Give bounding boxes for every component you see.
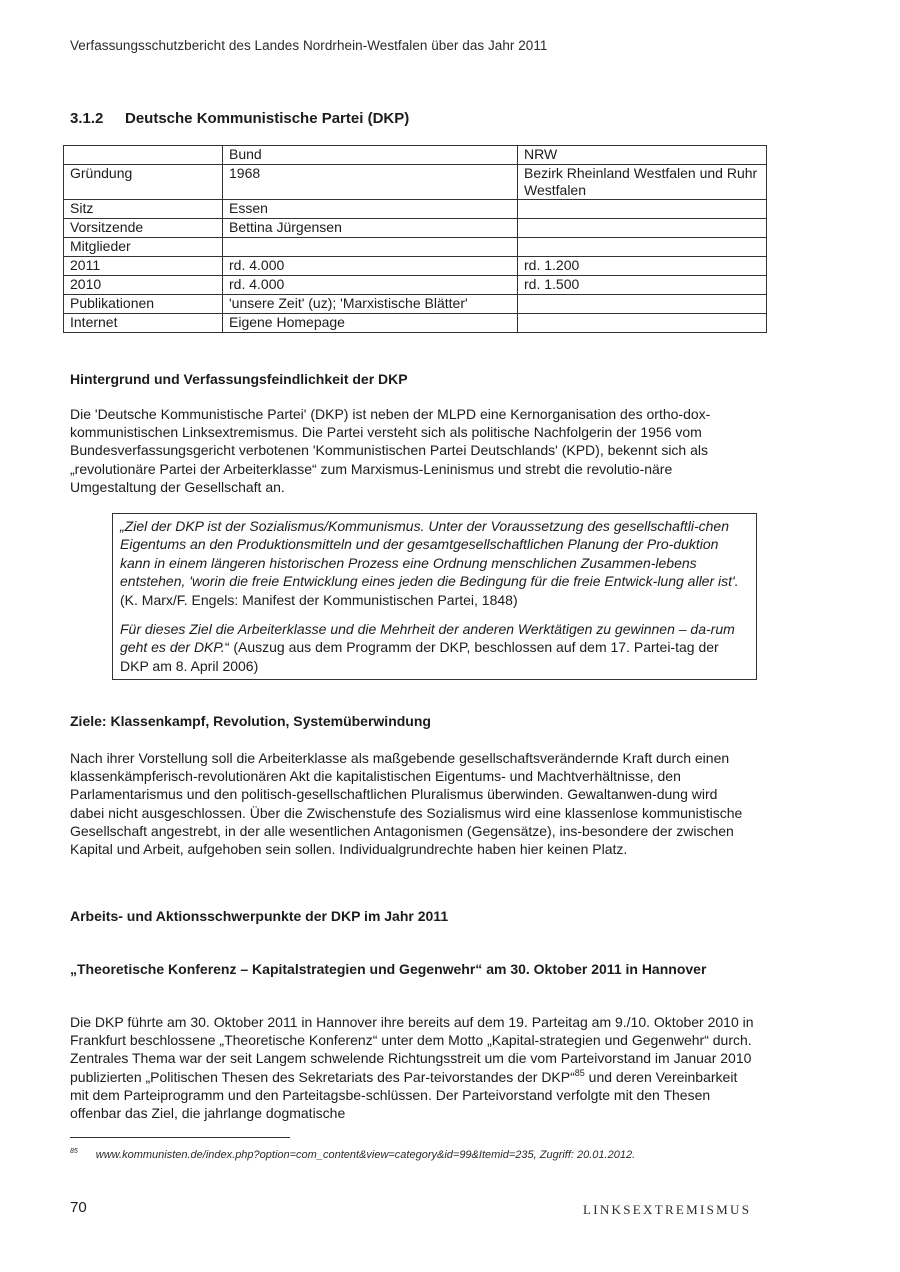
conference-heading: „Theoretische Konferenz – Kapitalstrategien und Gegenwehr“ am 30. Oktober 2011 in Hannover [70,961,707,977]
table-cell: Bund [223,146,518,165]
background-paragraph: Die 'Deutsche Kommunistische Partei' (DKP) ist neben der MLPD eine Kernorganisation des ortho-dox-kommunistischen Linksextremismus. Die Partei versteht sich als politische Nachfolgerin der 1956 vom Bundesverfassungsgericht verbotenen 'Kommunistischen Partei Deutschlands' (KPD), bekennt sich als „revolutionäre Partei der Arbeiterklasse“ zum Marxismus-Leninismus und strebt die revolutio-näre Umgestaltung der Gesellschaft an. [70,406,711,495]
table-row [64,146,767,165]
goals-paragraph: Nach ihrer Vorstellung soll die Arbeiterklasse als maßgebende gesellschaftsverändernde Kraft durch einen klassenkämpferisch-revolutionären Akt die kapitalistischen Eigentums- und Machtverhältnisse, den Parlamentarismus und den politisch-gesellschaftlichen Pluralismus überwinden. Gewaltanwen-dung wird dabei nicht ausgeschlossen. Über die Zwischenstufe des Sozialismus wird eine klassenlose kommunistische Gesellschaft angestrebt, in der alle wesentlichen Antagonismen (Gegensätze), ins-besondere der zwischen Kapital und Arbeit, aufgehoben sein sollen. Individualgrundrechte haben hier keinen Platz. [70,750,743,858]
section-number: 3.1.2 [70,110,104,127]
section-title: Deutsche Kommunistische Partei (DKP) [125,110,410,127]
table-row [64,257,767,276]
table-cell: Bettina Jürgensen [223,219,518,238]
table-cell: 'unsere Zeit' (uz); 'Marxistische Blätter' [223,295,518,314]
table-row [64,238,767,257]
section-heading [70,110,409,127]
goals-heading: Ziele: Klassenkampf, Revolution, Systemüberwindung [70,713,431,729]
quote-paragraph-1 [120,517,744,609]
party-info-table [63,145,767,333]
program-quote-box [112,513,757,680]
table-row [64,219,767,238]
table-cell: rd. 1.200 [518,257,767,276]
quote-italic-text: „Ziel der DKP ist der Sozialismus/Kommunismus. Unter der Voraussetzung des gesellschaftli-chen Eigentums an den Produktionsmitteln und der gesamtgesellschaftlichen Planung der Pro-duktion kann in einem längeren historischen Prozess eine Ordnung menschlichen Zusammen-lebens entstehen, 'worin die freie Entwicklung eines jeden die Bedingung für die freie Entwick-lung aller ist'. [120,518,739,590]
table-cell: rd. 4.000 [223,276,518,295]
table-cell [518,200,767,219]
footnote-reference[interactable]: 85 [574,1067,585,1078]
page-number: 70 [70,1199,87,1216]
footnote-text: www.kommunisten.de/index.php?option=com_content&view=category&id=99&Itemid=235, Zugriff: 20.01.2012. [95,1149,636,1161]
table-cell: 2011 [64,257,223,276]
table-cell: Essen [223,200,518,219]
table-cell: rd. 1.500 [518,276,767,295]
table-cell: 1968 [223,165,518,200]
table-cell: Vorsitzende [64,219,223,238]
table-row [64,165,767,200]
table-cell: Eigene Homepage [223,314,518,333]
chapter-label: LINKSEXTREMISMUS [583,1202,752,1217]
quote-italic-text: Für dieses Ziel die Arbeiterklasse und die Mehrheit der anderen Werktätigen zu gewinnen – da-rum geht es der DKP. [120,621,735,656]
background-heading: Hintergrund und Verfassungsfeindlichkeit der DKP [70,371,408,387]
table-cell: Gründung [64,165,223,200]
activities-heading: Arbeits- und Aktionsschwerpunkte der DKP im Jahr 2011 [70,908,449,924]
table-row [64,314,767,333]
table-cell [518,238,767,257]
table-cell [518,295,767,314]
table-cell: Internet [64,314,223,333]
conference-paragraph [70,1013,754,1122]
table-cell: Sitz [64,200,223,219]
footnote [70,1148,635,1161]
quote-source: (K. Marx/F. Engels: Manifest der Kommunistischen Partei, 1848) [120,591,518,608]
table-cell: Mitglieder [64,238,223,257]
table-row [64,295,767,314]
table-row [64,200,767,219]
table-cell: NRW [518,146,767,165]
table-cell [518,219,767,238]
table-cell: Publikationen [64,295,223,314]
table-cell [223,238,518,257]
table-cell: Bezirk Rheinland Westfalen und Ruhr Westfalen [518,165,767,200]
footnote-number: 85 [70,1148,78,1155]
table-cell: rd. 4.000 [223,257,518,276]
table-cell [518,314,767,333]
conference-text: Die DKP führte am 30. Oktober 2011 in Hannover ihre bereits auf dem 19. Parteitag am 9./10. Oktober 2010 in Frankfurt beschlossene „Theoretische Konferenz“ unter dem Motto „Kapital-strategien und Gegenwehr“ durch. Zentrales Thema war der seit Langem schwelende Richtungsstreit um die vom Parteivorstand im Januar 2010 publizierten „Politischen Thesen des Sekretariats des Par-teivorstandes der DKP“ [70,1014,754,1085]
quote-paragraph-2 [120,620,744,675]
table-cell: 2010 [64,276,223,295]
conference-text: und deren Vereinbarkeit mit dem Parteiprogramm und den Parteitagsbe-schlüssen. Der Parteivorstand verfolgte mit den Thesen offenbar das Ziel, die jahrlange dogmatische [70,1068,738,1122]
table-cell [64,146,223,165]
running-header: Verfassungsschutzbericht des Landes Nordrhein-Westfalen über das Jahr 2011 [70,38,548,53]
table-row [64,276,767,295]
quote-source: “ (Auszug aus dem Programm der DKP, beschlossen auf dem 17. Partei-tag der DKP am 8. April 2006) [120,639,719,674]
footnote-divider [70,1137,290,1138]
